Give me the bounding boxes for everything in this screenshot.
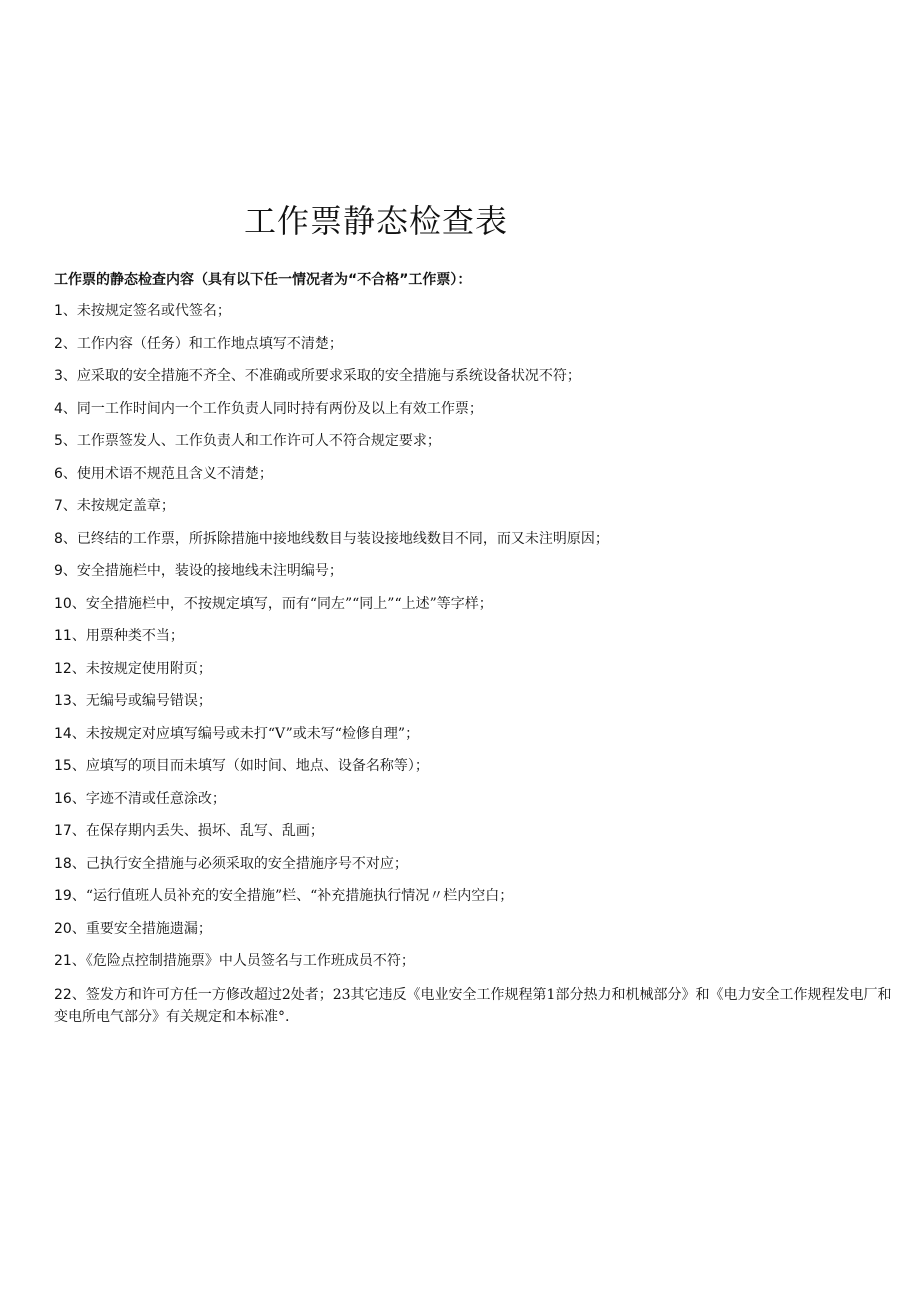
item-text: 、在保存期内丢失、损坏、乱写、乱画； <box>71 823 324 839</box>
item-text: 、用票种类不当； <box>71 628 184 644</box>
list-item <box>54 951 894 971</box>
item-number: 18 <box>54 855 72 872</box>
list-item <box>54 366 894 386</box>
item-text: 、“运行值班人员补充的安全措施”栏、“补充措施执行情况〃栏内空白； <box>71 888 514 904</box>
list-item <box>54 691 894 711</box>
item-number: 9 <box>54 563 63 579</box>
item-number: 16 <box>54 790 72 807</box>
item-number: 21 <box>54 953 72 969</box>
item-text: 、应填写的项目而未填写（如时间、地点、设备名称等）； <box>71 758 429 774</box>
item-number: 8 <box>54 530 63 547</box>
item-number: 22 <box>54 986 72 1003</box>
item-text: 、已终结的工作票，所拆除措施中接地线数目与装设接地线数目不同，而又未注明原因； <box>62 530 609 547</box>
list-item <box>54 399 894 419</box>
list-item <box>54 821 894 841</box>
item-text: 、未按规定签名或代签名； <box>62 303 231 319</box>
item-text: 、签发方和许可方任一方修改超过2处者；23其它违反《电业安全工作规程第1部分热力和机械部分》和《电力安全工作规程发电厂和变电所电气部分》有关规定和本标准°. <box>54 986 892 1025</box>
item-text: 、同一工作时间内一个工作负责人同时持有两份及以上有效工作票； <box>62 400 483 417</box>
item-number: 10 <box>54 595 72 612</box>
item-number: 19 <box>54 888 72 904</box>
item-text: 、重要安全措施遗漏； <box>71 920 212 937</box>
item-number: 6 <box>54 465 63 482</box>
item-number: 5 <box>54 433 63 449</box>
item-text: 、工作票签发人、工作负责人和工作许可人不符合规定要求； <box>62 433 441 449</box>
list-item <box>54 464 894 484</box>
list-item <box>54 984 894 1028</box>
item-text: 、工作内容（任务）和工作地点填写不清楚； <box>62 335 343 352</box>
item-number: 4 <box>54 400 63 417</box>
list-item <box>54 301 894 321</box>
list-item <box>54 854 894 874</box>
list-item <box>54 496 894 516</box>
item-number: 11 <box>54 628 72 644</box>
item-number: 12 <box>54 660 72 677</box>
page-title: 工作票静态检查表 <box>243 202 508 240</box>
item-text: 、己执行安全措施与必须采取的安全措施序号不对应； <box>71 855 408 872</box>
intro-heading: 工作票的静态检查内容（具有以下任一情况者为“不合格”工作票）： <box>54 272 472 288</box>
item-number: 14 <box>54 725 72 742</box>
item-text: 、《危险点控制措施票》中人员签名与工作班成员不符； <box>71 953 415 969</box>
list-item <box>54 724 894 744</box>
list-item <box>54 659 894 679</box>
item-text: 、字迹不清或任意涂改； <box>71 790 226 807</box>
item-text: 、无编号或编号错误； <box>71 693 212 709</box>
item-text: 、使用术语不规范且含义不清楚； <box>62 465 273 482</box>
list-item <box>54 594 894 614</box>
list-item <box>54 919 894 939</box>
check-items-list <box>54 301 894 1040</box>
list-item <box>54 789 894 809</box>
item-text: 、未按规定盖章； <box>62 498 175 514</box>
item-number: 2 <box>54 335 63 352</box>
list-item <box>54 886 894 906</box>
item-text: 、未按规定对应填写编号或未打“V”或未写“检修自理”； <box>71 725 420 742</box>
list-item <box>54 334 894 354</box>
list-item <box>54 431 894 451</box>
list-item <box>54 756 894 776</box>
item-text: 、安全措施栏中，不按规定填写，而有“同左”“同上”“上述”等字样； <box>71 595 493 612</box>
item-number: 3 <box>54 368 63 384</box>
item-number: 20 <box>54 920 72 937</box>
list-item <box>54 529 894 549</box>
list-item <box>54 626 894 646</box>
item-number: 7 <box>54 498 63 514</box>
item-text: 、安全措施栏中，装设的接地线未注明编号； <box>62 563 343 579</box>
item-number: 13 <box>54 693 72 709</box>
item-number: 1 <box>54 303 63 319</box>
item-text: 、未按规定使用附页； <box>71 660 212 677</box>
list-item <box>54 561 894 581</box>
item-number: 17 <box>54 823 72 839</box>
item-number: 15 <box>54 758 72 774</box>
item-text: 、应采取的安全措施不齐全、不准确或所要求采取的安全措施与系统设备状况不符； <box>62 368 581 384</box>
